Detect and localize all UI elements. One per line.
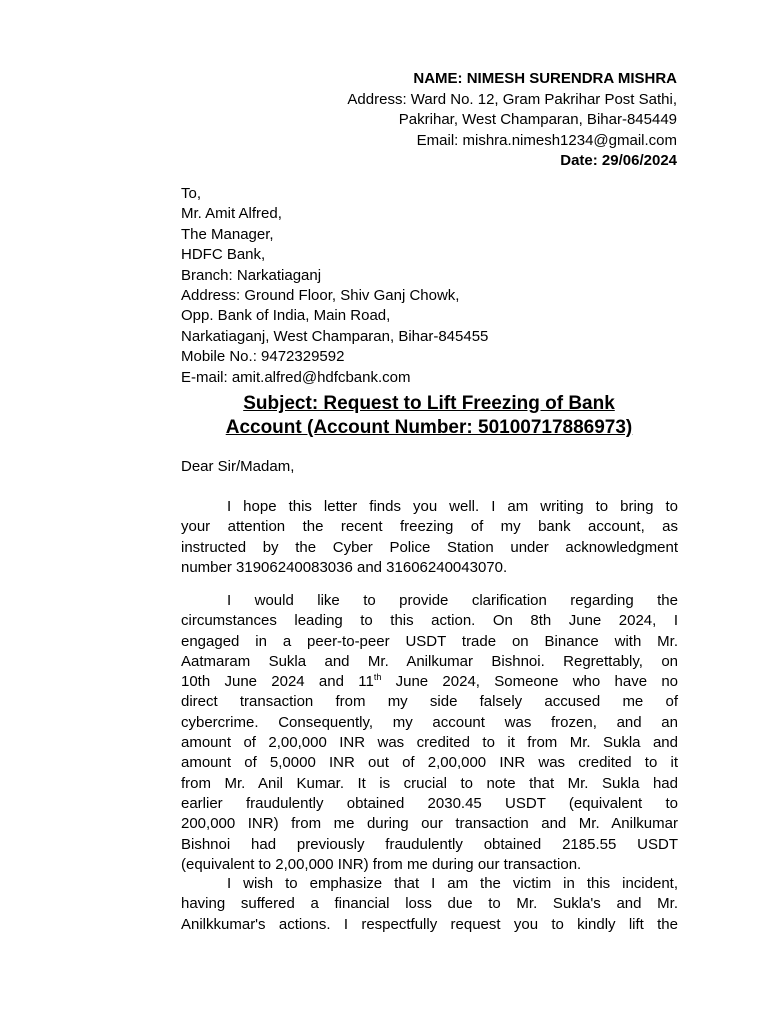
letter-date: Date: 29/06/2024 xyxy=(560,152,677,169)
recipient-email: E-mail: amit.alfred@hdfcbank.com xyxy=(181,368,411,386)
paragraph-2-line-5-start: 10th June 2024 and 11 xyxy=(181,673,374,691)
recipient-address-line1: Address: Ground Floor, Shiv Ganj Chowk, xyxy=(181,287,460,305)
recipient-to: To, xyxy=(181,185,202,202)
paragraph-1-line: your attention the recent freezing of my bank account, as xyxy=(181,518,678,536)
paragraph-2 xyxy=(181,591,678,875)
paragraph-3-line: having suffered a financial loss due to Mr. Sukla's and Mr. xyxy=(181,895,678,913)
sender-name: NAME: NIMESH SURENDRA MISHRA xyxy=(413,70,677,87)
paragraph-2-line: Aatmaram Sukla and Mr. Anilkumar Bishnoi. Regrettably, on xyxy=(181,652,678,670)
paragraph-3-line: I wish to emphasize that I am the victim in this incident, xyxy=(227,875,678,892)
paragraph-2-line: cybercrime. Consequently, my account was frozen, and an xyxy=(181,713,678,731)
paragraph-2-line: (equivalent to 2,00,000 INR) from me during our transaction. xyxy=(181,855,582,873)
subject-line2: Account (Account Number: 50100717886973) xyxy=(225,417,633,438)
paragraph-2-line: engaged in a peer-to-peer USDT trade on Binance with Mr. xyxy=(181,632,678,650)
ordinal-superscript: th xyxy=(373,672,382,683)
paragraph-1-line: instructed by the Cyber Police Station under acknowledgment xyxy=(181,538,678,556)
recipient-bank: HDFC Bank, xyxy=(181,246,266,264)
paragraph-2-line-with-superscript xyxy=(181,672,678,692)
sender-email: Email: mishra.nimesh1234@gmail.com xyxy=(416,131,677,149)
recipient-branch: Branch: Narkatiaganj xyxy=(181,266,322,284)
paragraph-2-line: direct transaction from my side falsely accused me of xyxy=(181,693,678,711)
paragraph-2-line: from Mr. Anil Kumar. It is crucial to note that Mr. Sukla had xyxy=(181,774,678,792)
paragraph-2-line: earlier fraudulently obtained 2030.45 USDT (equivalent to xyxy=(181,794,678,812)
recipient-name: Mr. Amit Alfred, xyxy=(181,205,282,223)
sender-block xyxy=(347,69,677,172)
paragraph-2-line: Bishnoi had previously fraudulently obtained 2185.55 USDT xyxy=(181,835,678,853)
sender-address-line1: Address: Ward No. 12, Gram Pakrihar Post Sathi, xyxy=(347,90,677,108)
subject-line1: Subject: Request to Lift Freezing of Bank xyxy=(243,393,615,414)
paragraph-3-line: Anilkkumar's actions. I respectfully request you to kindly lift the xyxy=(181,915,678,933)
recipient-block xyxy=(181,184,488,388)
salutation: Dear Sir/Madam, xyxy=(181,458,295,475)
paragraph-2-line: I would like to provide clarification regarding the xyxy=(227,592,678,609)
paragraph-2-line: amount of 5,0000 INR out of 2,00,000 INR was credited to it xyxy=(181,754,678,772)
paragraph-2-line: amount of 2,00,000 INR was credited to it from Mr. Sukla and xyxy=(181,734,678,752)
paragraph-1-line: I hope this letter finds you well. I am writing to bring to xyxy=(227,498,678,515)
paragraph-2-line-5-end: June 2024, Someone who have no xyxy=(381,673,679,691)
subject-heading xyxy=(150,392,708,440)
paragraph-2-line: 200,000 INR) from me during our transaction and Mr. Anilkumar xyxy=(181,815,678,833)
recipient-title: The Manager, xyxy=(181,225,274,243)
paragraph-2-line: circumstances leading to this action. On 8th June 2024, I xyxy=(181,612,678,630)
paragraph-3 xyxy=(181,874,678,935)
paragraph-1 xyxy=(181,497,678,578)
recipient-address-line2: Opp. Bank of India, Main Road, xyxy=(181,307,391,325)
sender-address-line2: Pakrihar, West Champaran, Bihar-845449 xyxy=(398,111,677,128)
recipient-address-line3: Narkatiaganj, West Champaran, Bihar-845455 xyxy=(181,327,489,345)
recipient-mobile: Mobile No.: 9472329592 xyxy=(181,348,345,366)
paragraph-1-line: number 31906240083036 and 31606240043070. xyxy=(181,558,508,576)
